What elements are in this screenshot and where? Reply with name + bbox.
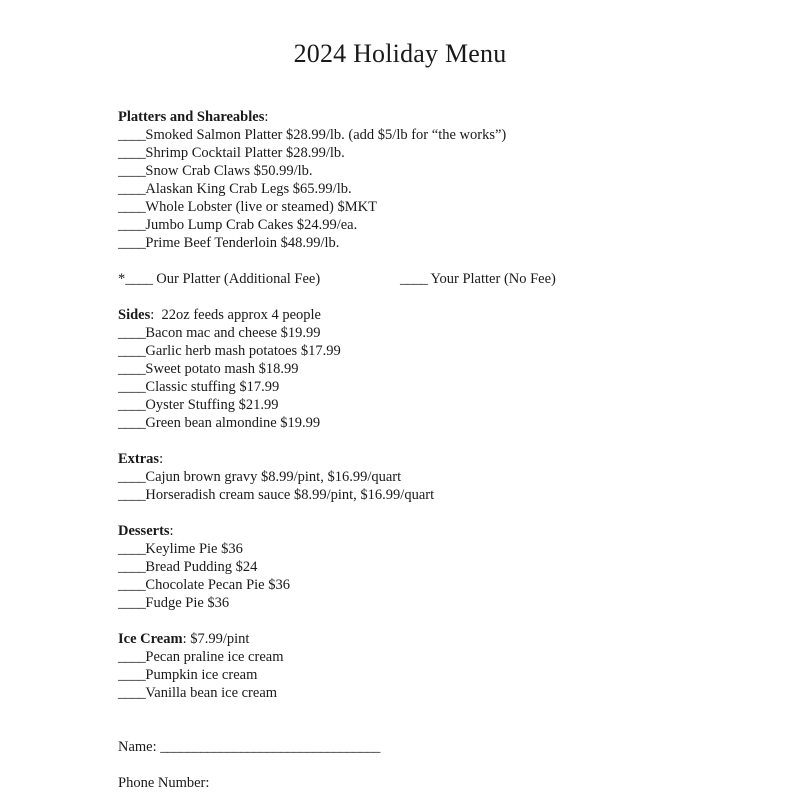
section-heading-platters [118, 108, 738, 126]
section-heading-extras [118, 450, 738, 468]
order-blank[interactable]: ____ [125, 271, 153, 287]
section-sides [118, 306, 738, 432]
menu-item [118, 198, 738, 216]
platter-option-our-label: Our Platter (Additional Fee) [152, 271, 321, 287]
order-blank[interactable]: ____ [118, 415, 146, 431]
platter-choice-row [118, 270, 738, 288]
menu-item [118, 396, 738, 414]
field-spacer [118, 756, 738, 774]
menu-item [118, 486, 738, 504]
order-blank[interactable]: ____ [118, 181, 146, 197]
menu-item-text: Horseradish cream sauce $8.99/pint, $16.99/quart [145, 487, 435, 503]
section-heading-label: Desserts [118, 523, 170, 539]
section-heading-rest: : 22oz feeds approx 4 people [150, 307, 321, 323]
order-blank[interactable]: ____ [118, 595, 146, 611]
menu-item-text: Keylime Pie $36 [145, 541, 243, 557]
menu-item [118, 180, 738, 198]
menu-item [118, 468, 738, 486]
field-spacer [118, 720, 738, 738]
section-platters-and-shareables [118, 108, 738, 252]
menu-item-text: Bread Pudding $24 [145, 559, 258, 575]
asterisk-marker: * [118, 271, 126, 287]
section-desserts [118, 522, 738, 612]
menu-item-text: Alaskan King Crab Legs $65.99/lb. [145, 181, 352, 197]
menu-item-text: Cajun brown gravy $8.99/pint, $16.99/quart [145, 469, 402, 485]
menu-item-text: Pecan praline ice cream [145, 649, 284, 665]
section-heading-sides [118, 306, 738, 324]
name-input-rule[interactable]: _________________________________ [160, 739, 380, 755]
section-platter-choice [118, 270, 738, 288]
phone-field-label: Phone Number: [118, 775, 210, 791]
menu-item-text: Snow Crab Claws $50.99/lb. [145, 163, 313, 179]
menu-item [118, 144, 738, 162]
menu-item [118, 216, 738, 234]
page-title: 2024 Holiday Menu [293, 39, 507, 68]
order-blank[interactable]: ____ [118, 145, 146, 161]
menu-item [118, 324, 738, 342]
order-blank[interactable]: ____ [118, 325, 146, 341]
menu-item-text: Fudge Pie $36 [145, 595, 230, 611]
name-field-line[interactable] [118, 738, 738, 756]
menu-item [118, 576, 738, 594]
menu-item [118, 666, 738, 684]
menu-item [118, 414, 738, 432]
menu-item [118, 234, 738, 252]
platter-option-your-label: Your Platter (No Fee) [427, 271, 556, 287]
menu-item-text: Oyster Stuffing $21.99 [145, 397, 279, 413]
name-field-label: Name: [118, 739, 161, 755]
order-blank[interactable]: ____ [118, 343, 146, 359]
menu-item-text: Pumpkin ice cream [145, 667, 258, 683]
menu-item [118, 378, 738, 396]
section-extras [118, 450, 738, 504]
order-blank[interactable]: ____ [118, 379, 146, 395]
menu-item-text: Shrimp Cocktail Platter $28.99/lb. [145, 145, 345, 161]
section-heading-desserts [118, 522, 738, 540]
order-blank[interactable]: ____ [118, 199, 146, 215]
section-heading-label: Sides [118, 307, 151, 323]
order-blank[interactable]: ____ [118, 163, 146, 179]
section-heading-rest: : [159, 451, 164, 467]
section-customer-fields [118, 720, 738, 792]
menu-item-text: Vanilla bean ice cream [145, 685, 278, 701]
section-heading-ice-cream [118, 630, 738, 648]
order-blank[interactable]: ____ [118, 577, 146, 593]
order-blank[interactable]: ____ [118, 487, 146, 503]
menu-item [118, 684, 738, 702]
menu-item-text: Sweet potato mash $18.99 [145, 361, 299, 377]
order-blank[interactable]: ____ [118, 469, 146, 485]
menu-item [118, 558, 738, 576]
menu-item [118, 594, 738, 612]
order-blank[interactable]: ____ [118, 235, 146, 251]
menu-item-text: Garlic herb mash potatoes $17.99 [145, 343, 341, 359]
order-blank[interactable]: ____ [118, 667, 146, 683]
menu-item-text: Classic stuffing $17.99 [145, 379, 280, 395]
menu-item [118, 162, 738, 180]
section-ice-cream [118, 630, 738, 702]
section-heading-rest: : [264, 109, 269, 125]
menu-item-text: Whole Lobster (live or steamed) $MKT [145, 199, 377, 215]
section-heading-label: Extras [118, 451, 160, 467]
section-heading-label: Ice Cream [118, 631, 183, 647]
menu-item [118, 126, 738, 144]
menu-item-text: Prime Beef Tenderloin $48.99/lb. [145, 235, 340, 251]
section-heading-rest: : [169, 523, 174, 539]
menu-item-text: Green bean almondine $19.99 [145, 415, 321, 431]
platter-option-your[interactable] [400, 271, 556, 287]
order-blank[interactable]: ____ [118, 685, 146, 701]
menu-item-text: Smoked Salmon Platter $28.99/lb. (add $5/lb for “the works”) [145, 127, 507, 143]
menu-body [118, 108, 738, 792]
section-heading-label: Platters and Shareables [118, 109, 265, 125]
order-blank[interactable]: ____ [118, 397, 146, 413]
order-blank[interactable]: ____ [400, 271, 428, 287]
menu-item [118, 540, 738, 558]
menu-item [118, 342, 738, 360]
menu-item-text: Chocolate Pecan Pie $36 [145, 577, 290, 593]
section-heading-rest: : $7.99/pint [182, 631, 250, 647]
order-blank[interactable]: ____ [118, 541, 146, 557]
menu-item-text: Bacon mac and cheese $19.99 [145, 325, 321, 341]
menu-item [118, 360, 738, 378]
phone-field-line[interactable] [118, 774, 738, 792]
order-blank[interactable]: ____ [118, 649, 146, 665]
menu-item-text: Jumbo Lump Crab Cakes $24.99/ea. [145, 217, 358, 233]
platter-option-our[interactable] [118, 270, 400, 288]
order-blank[interactable]: ____ [118, 127, 146, 143]
menu-item [118, 648, 738, 666]
order-blank[interactable]: ____ [118, 361, 146, 377]
order-blank[interactable]: ____ [118, 559, 146, 575]
order-blank[interactable]: ____ [118, 217, 146, 233]
